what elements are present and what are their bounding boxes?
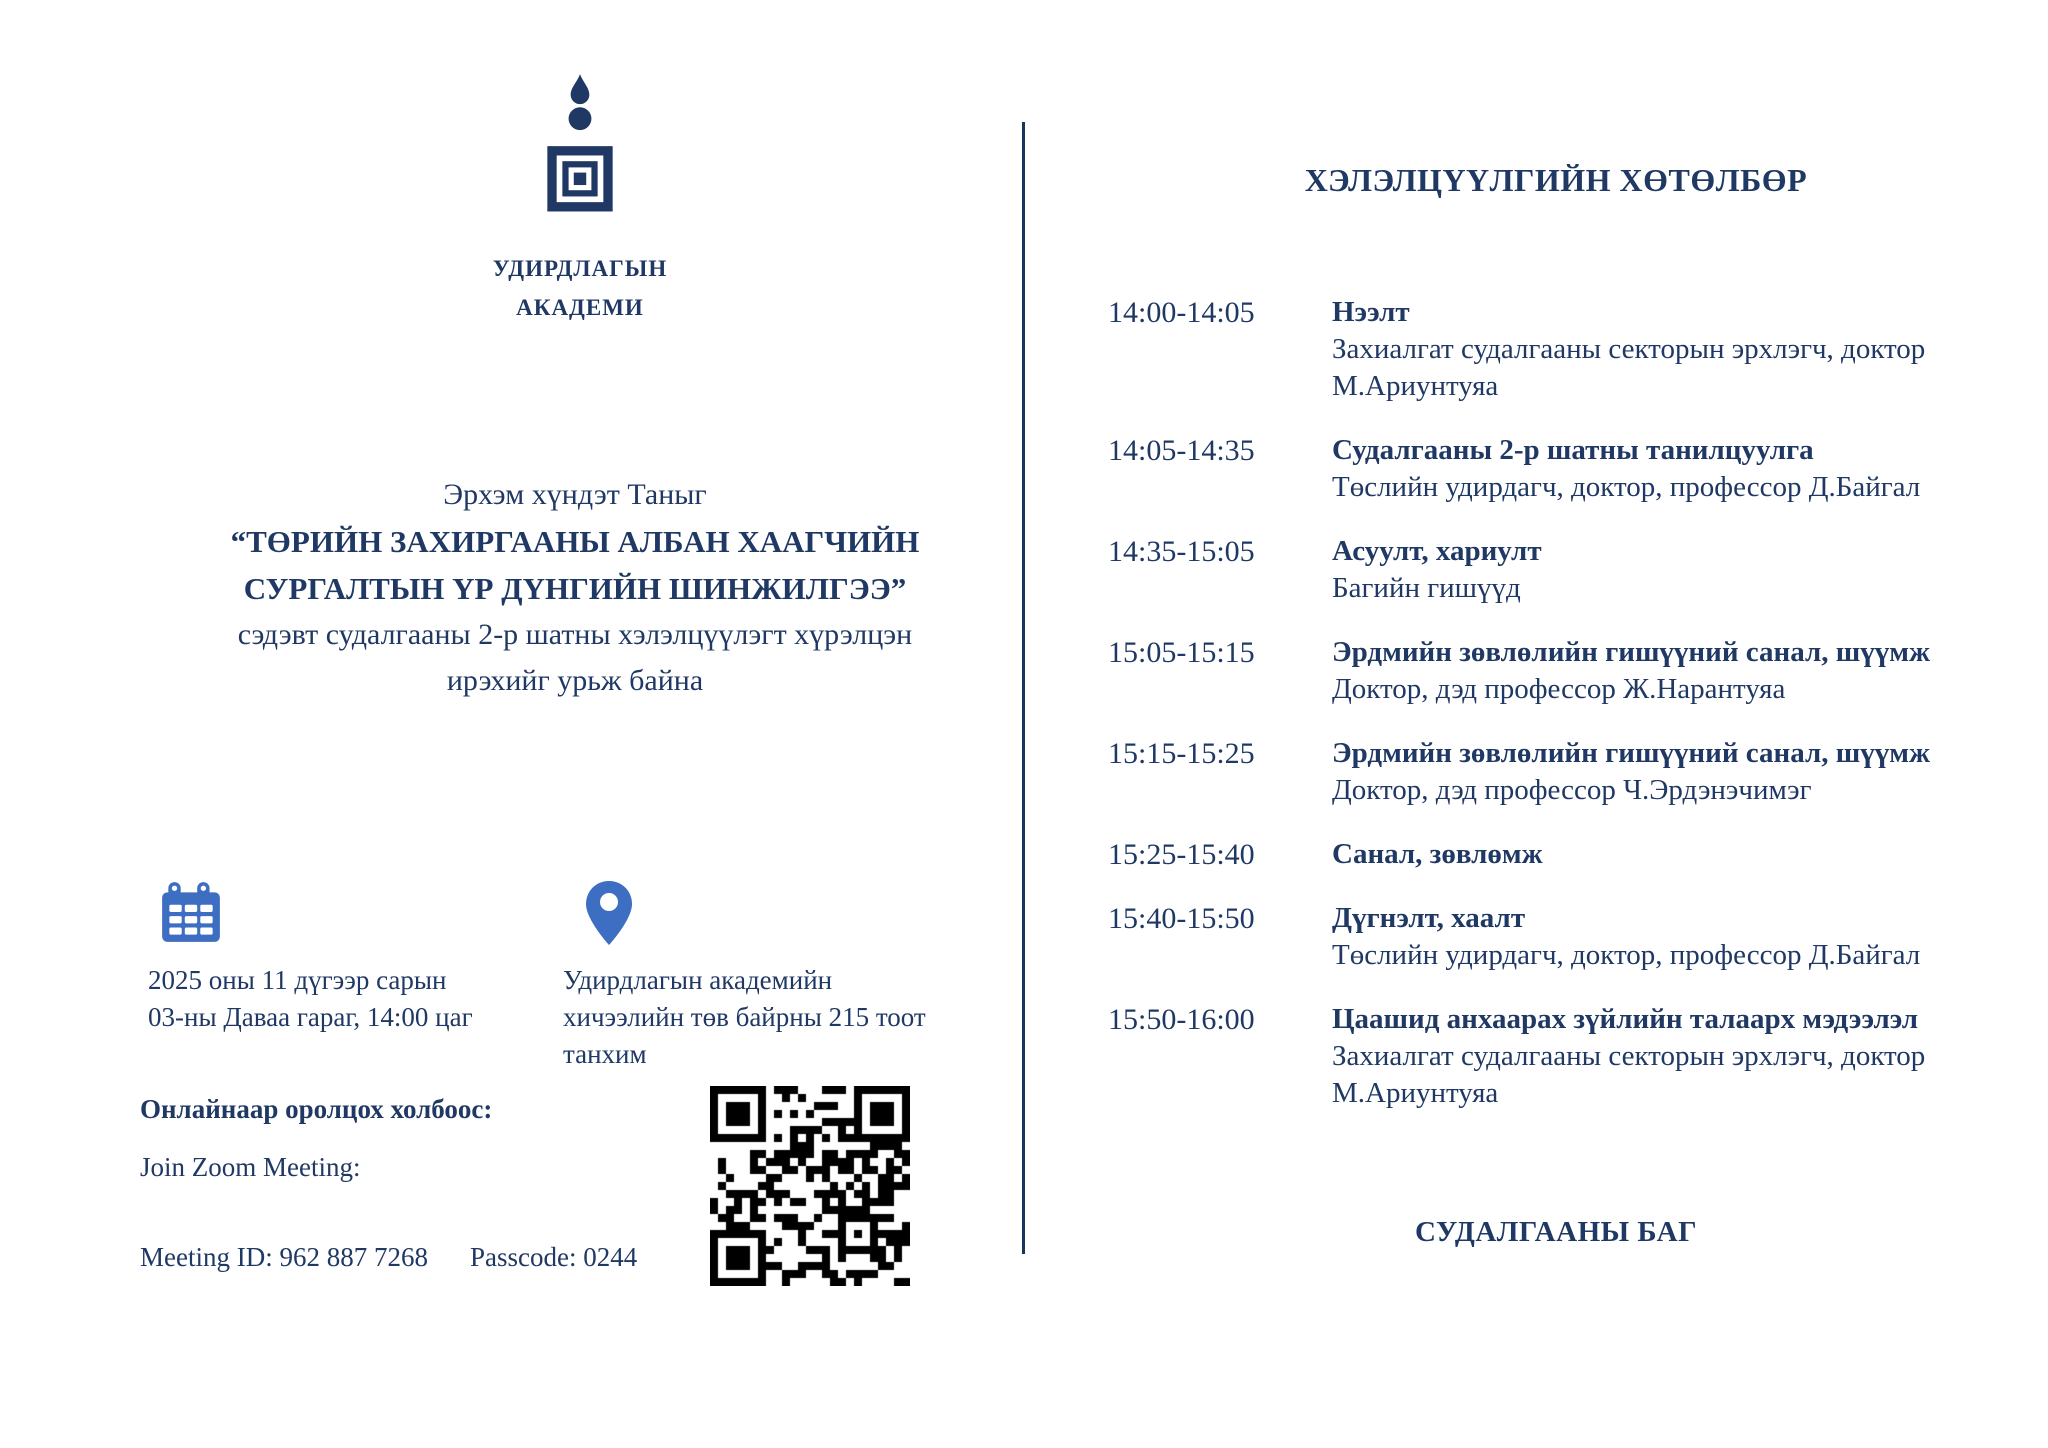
schedule-body: [1332, 533, 1542, 607]
academy-logo: [330, 72, 830, 323]
schedule-time: 15:50-16:00: [1108, 1003, 1255, 1036]
event-venue-line1: Удирдлагын академийн: [563, 965, 833, 995]
schedule-row: [1108, 836, 2018, 873]
qr-code-image: [710, 1086, 910, 1286]
study-title-line2: СУРГАЛТЫН ҮР ДҮНГИЙН ШИНЖИЛГЭЭ”: [243, 571, 907, 606]
schedule-body: [1332, 634, 1930, 708]
schedule-body: [1332, 432, 1920, 506]
schedule-body: [1332, 836, 1543, 873]
schedule-detail: Захиалгат судалгааны секторын эрхлэгч, доктор: [1332, 1040, 1926, 1072]
schedule-detail: Доктор, дэд профессор Ж.Нарантуяа: [1332, 673, 1786, 705]
schedule-time: 15:40-15:50: [1108, 902, 1255, 935]
schedule-title: Эрдмийн зөвлөлийн гишүүний санал, шүүмж: [1332, 636, 1931, 668]
calendar-icon: [148, 880, 558, 946]
event-date-line1: 2025 оны 11 дүгээр сарын: [148, 965, 447, 995]
schedule-detail: Багийн гишүүд: [1332, 572, 1521, 604]
schedule-title: Санал, зөвлөмж: [1332, 838, 1543, 870]
schedule-time: 14:00-14:05: [1108, 296, 1255, 329]
schedule-row: [1108, 900, 2018, 974]
invitation-salutation: Эрхэм хүндэт Таныг: [443, 478, 707, 511]
schedule-detail: Төслийн удирдагч, доктор, профессор Д.Байгал: [1332, 939, 1921, 971]
schedule-title: Цаашид анхаарах зүйлийн талаарх мэдээлэл: [1332, 1003, 1919, 1035]
invitation-body-line2: ирэхийг урьж байна: [446, 664, 704, 697]
zoom-passcode: Passcode: 0244: [469, 1242, 638, 1272]
online-access-section: [140, 1092, 700, 1274]
schedule-detail: Төслийн удирдагч, доктор, профессор Д.Байгал: [1332, 471, 1921, 503]
schedule-time: 15:25-15:40: [1108, 838, 1255, 871]
academy-emblem-icon: [330, 72, 830, 245]
schedule-title: Асуулт, хариулт: [1332, 535, 1542, 567]
schedule-title: Дүгнэлт, хаалт: [1332, 902, 1526, 934]
schedule-body: [1332, 1001, 1925, 1112]
study-title-line1: “ТӨРИЙН ЗАХИРГААНЫ АЛБАН ХААГЧИЙН: [230, 524, 920, 559]
schedule-row: [1108, 432, 2018, 506]
program-header: ХЭЛЭЛЦҮҮЛГИЙН ХӨТӨЛБӨР: [1304, 162, 1808, 198]
schedule-list: [1108, 294, 2018, 1112]
schedule-time: 14:05-14:35: [1108, 434, 1255, 467]
invitation-body-line1: сэдэвт судалгааны 2-р шатны хэлэлцүүлэгт хүрэлцэн: [237, 618, 913, 651]
schedule-detail: Доктор, дэд профессор Ч.Эрдэнэчимэг: [1332, 774, 1812, 806]
schedule-body: [1332, 900, 1920, 974]
schedule-row: [1108, 533, 2018, 607]
event-datetime: [148, 880, 558, 1036]
schedule-time: 15:15-15:25: [1108, 737, 1255, 770]
schedule-body: [1332, 735, 1930, 809]
online-access-heading: Онлайнаар оролцох холбоос:: [140, 1094, 493, 1124]
schedule-time: 15:05-15:15: [1108, 636, 1255, 669]
event-location: [563, 880, 943, 1073]
zoom-meeting-id: Meeting ID: 962 887 7268: [140, 1242, 428, 1272]
schedule-detail: М.Ариунтуяа: [1332, 1077, 1499, 1109]
event-venue-line3: танхим: [563, 1039, 647, 1069]
schedule-row: [1108, 1001, 2018, 1112]
schedule-detail: М.Ариунтуяа: [1332, 370, 1499, 402]
location-pin-icon: [563, 880, 943, 946]
schedule-row: [1108, 634, 2018, 708]
academy-name-line1: УДИРДЛАГЫН: [492, 256, 668, 281]
research-team-label: СУДАЛГААНЫ БАГ: [1414, 1216, 1698, 1248]
schedule-row: [1108, 294, 2018, 405]
schedule-time: 14:35-15:05: [1108, 535, 1255, 568]
schedule-title: Судалгааны 2-р шатны танилцуулга: [1332, 434, 1814, 466]
invitation-text: [120, 472, 1030, 704]
event-venue-line2: хичээлийн төв байрны 215 тоот: [563, 1002, 926, 1032]
zoom-join-label: Join Zoom Meeting:: [140, 1152, 361, 1182]
schedule-body: [1332, 294, 1925, 405]
schedule-detail: Захиалгат судалгааны секторын эрхлэгч, доктор: [1332, 333, 1926, 365]
schedule-title: Нээлт: [1332, 296, 1410, 328]
schedule-title: Эрдмийн зөвлөлийн гишүүний санал, шүүмж: [1332, 737, 1931, 769]
event-date-line2: 03-ны Даваа гараг, 14:00 цаг: [148, 1002, 473, 1032]
schedule-row: [1108, 735, 2018, 809]
academy-name-line2: АКАДЕМИ: [516, 295, 644, 320]
zoom-qr-code: [710, 1086, 916, 1292]
